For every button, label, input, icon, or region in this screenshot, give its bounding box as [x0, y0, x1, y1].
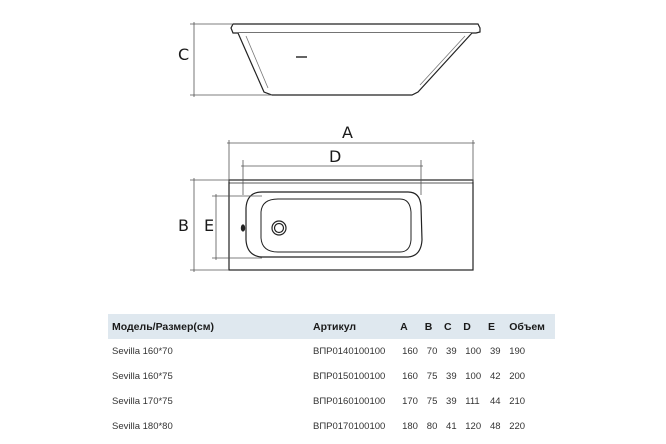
label-c: C [178, 45, 190, 64]
cell-d: 100 [465, 371, 482, 382]
cell-volume: 210 [509, 396, 526, 407]
header-e: E [486, 314, 505, 339]
cell-e: 42 [489, 371, 501, 382]
dimension-a [227, 140, 475, 182]
table-row [108, 339, 555, 364]
cell-a: 160 [402, 371, 418, 382]
specification-table [108, 314, 555, 439]
cell-model: Sevilla 160*75 [112, 371, 173, 382]
cell-e: 39 [489, 346, 501, 357]
cell-model: Sevilla 170*75 [112, 396, 173, 407]
cell-volume: 220 [509, 421, 526, 432]
cell-e: 48 [489, 421, 501, 432]
cell-article: ВПР0140100100 [312, 346, 386, 357]
table-header-row [108, 314, 555, 339]
header-b: B [423, 314, 442, 339]
header-a: A [398, 314, 423, 339]
cell-b: 80 [426, 421, 438, 432]
label-b: B [178, 216, 189, 235]
cell-c: 39 [446, 396, 457, 407]
cell-volume: 190 [509, 346, 526, 357]
cell-c: 41 [446, 421, 457, 432]
table-row [108, 389, 555, 414]
cell-a: 170 [402, 396, 418, 407]
cell-a: 180 [402, 421, 418, 432]
cell-d: 100 [465, 346, 482, 357]
cell-article: ВПР0170100100 [312, 421, 386, 432]
side-view [231, 24, 480, 95]
table-row [108, 414, 555, 439]
header-model: Модель/Размер(см) [108, 314, 309, 339]
cell-b: 75 [426, 371, 438, 382]
header-article: Артикул [309, 314, 398, 339]
cell-c: 39 [446, 371, 457, 382]
cell-c: 39 [446, 346, 457, 357]
cell-article: ВПР0160100100 [312, 396, 386, 407]
cell-e: 44 [489, 396, 501, 407]
label-e: E [204, 216, 215, 235]
cell-volume: 200 [509, 371, 526, 382]
cell-a: 160 [402, 346, 418, 357]
header-c: C [442, 314, 461, 339]
table-row [108, 364, 555, 389]
header-volume: Объем [505, 314, 555, 339]
cell-article: ВПР0150100100 [312, 371, 386, 382]
cell-model: Sevilla 160*70 [112, 346, 173, 357]
cell-model: Sevilla 180*80 [112, 421, 173, 432]
top-view [229, 180, 473, 270]
header-d: D [461, 314, 486, 339]
cell-b: 75 [426, 396, 438, 407]
label-d: D [329, 147, 342, 166]
label-a: A [342, 123, 353, 142]
cell-b: 70 [426, 346, 438, 357]
cell-d: 120 [465, 421, 482, 432]
cell-d: 111 [465, 396, 480, 407]
